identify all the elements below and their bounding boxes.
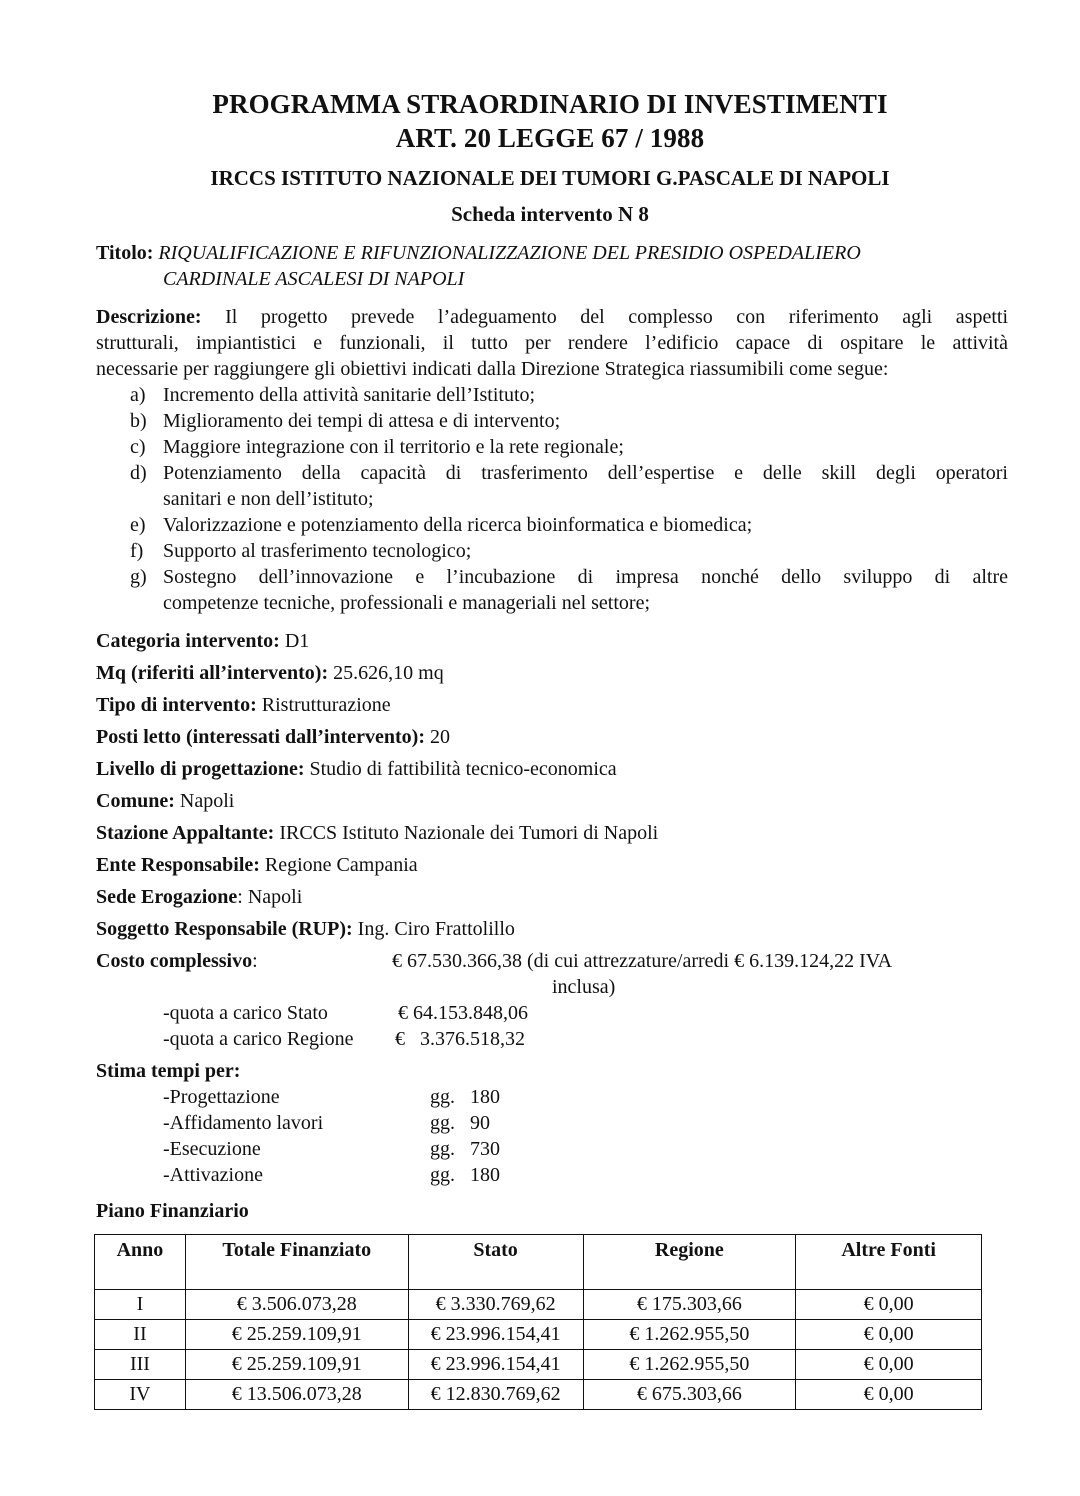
institute-name: IRCCS ISTITUTO NAZIONALE DEI TUMORI G.PASCALE DI NAPOLI <box>210 166 890 190</box>
table-row <box>95 1350 982 1380</box>
list-item: e) Valorizzazione e potenziamento della ricerca bioinformatica e biomedica; <box>130 514 753 536</box>
cell-anno: III <box>95 1350 186 1380</box>
field-comune: Comune: Napoli <box>96 790 235 812</box>
program-title: PROGRAMMA STRAORDINARIO DI INVESTIMENTI <box>212 89 888 119</box>
tempi-days: 730 <box>470 1138 500 1160</box>
field-tipo: Tipo di intervento: Ristrutturazione <box>96 694 391 716</box>
field-sede: Sede Erogazione: Napoli <box>96 886 303 908</box>
cell-anno: I <box>95 1290 186 1320</box>
field-ente: Ente Responsabile: Regione Campania <box>96 854 418 876</box>
cell-stato: € 12.830.769,62 <box>408 1380 583 1410</box>
tempi-unit: gg. <box>430 1086 455 1108</box>
piano-finanziario-table <box>94 1234 982 1410</box>
table-row <box>95 1290 982 1320</box>
tempi-days: 90 <box>470 1112 490 1134</box>
descrizione-label: Descrizione: <box>96 306 202 328</box>
cell-totale: € 25.259.109,91 <box>185 1350 408 1380</box>
tempi-unit: gg. <box>430 1138 455 1160</box>
list-item: a) Incremento della attività sanitarie dell’Istituto; <box>130 384 536 406</box>
descrizione-line1 <box>96 304 1008 330</box>
tempi-days: 180 <box>470 1086 500 1108</box>
table-row <box>95 1380 982 1410</box>
cell-regione: € 1.262.955,50 <box>583 1320 796 1350</box>
cell-regione: € 675.303,66 <box>583 1380 796 1410</box>
quota-stato-value: € 64.153.848,06 <box>398 1002 528 1024</box>
list-item: f) Supporto al trasferimento tecnologico; <box>130 540 472 562</box>
cell-altre-fonti: € 0,00 <box>796 1290 982 1320</box>
list-item-continuation: competenze tecniche, professionali e manageriali nel settore; <box>163 592 651 614</box>
titolo-label: Titolo: <box>96 242 154 264</box>
titolo-line1: RIQUALIFICAZIONE E RIFUNZIONALIZZAZIONE DEL PRESIDIO OSPEDALIERO <box>158 242 861 264</box>
tempi-phase: -Affidamento lavori <box>163 1112 324 1134</box>
costo-label: Costo complessivo: <box>96 950 258 972</box>
tempi-phase: -Esecuzione <box>163 1138 261 1160</box>
field-categoria: Categoria intervento: D1 <box>96 630 310 652</box>
titolo-line2: CARDINALE ASCALESI DI NAPOLI <box>163 268 465 290</box>
col-header-altre-fonti: Altre Fonti <box>796 1235 982 1290</box>
list-item-continuation: sanitari e non dell’istituto; <box>163 488 374 510</box>
cell-totale: € 3.506.073,28 <box>185 1290 408 1320</box>
field-rup: Soggetto Responsabile (RUP): Ing. Ciro Frattolillo <box>96 918 515 940</box>
cell-stato: € 23.996.154,41 <box>408 1350 583 1380</box>
tempi-days: 180 <box>470 1164 500 1186</box>
cell-altre-fonti: € 0,00 <box>796 1350 982 1380</box>
law-reference: ART. 20 LEGGE 67 / 1988 <box>395 123 705 153</box>
cell-altre-fonti: € 0,00 <box>796 1320 982 1350</box>
tempi-unit: gg. <box>430 1164 455 1186</box>
field-stazione: Stazione Appaltante: IRCCS Istituto Nazionale dei Tumori di Napoli <box>96 822 659 844</box>
cell-totale: € 13.506.073,28 <box>185 1380 408 1410</box>
cell-regione: € 1.262.955,50 <box>583 1350 796 1380</box>
field-livello: Livello di progettazione: Studio di fattibilità tecnico-economica <box>96 758 617 780</box>
descrizione-line3: necessarie per raggiungere gli obiettivi indicati dalla Direzione Strategica riassumibili come segue: <box>96 358 889 380</box>
col-header-stato: Stato <box>408 1235 583 1290</box>
titolo-block <box>96 240 861 266</box>
tempi-label: Stima tempi per: <box>96 1060 241 1082</box>
list-item: c) Maggiore integrazione con il territorio e la rete regionale; <box>130 436 624 458</box>
quota-stato-label: -quota a carico Stato <box>163 1002 328 1024</box>
col-header-regione: Regione <box>583 1235 796 1290</box>
table-header-row <box>95 1235 982 1290</box>
descrizione-line2: strutturali, impiantistici e funzionali, il tutto per rendere l’edificio capace di ospitare le attività <box>96 332 1008 354</box>
quota-regione-value: € 3.376.518,32 <box>395 1028 525 1050</box>
list-item: g) Sostegno dell’innovazione e l’incubazione di impresa nonché dello sviluppo di altre <box>130 566 1008 588</box>
tempi-phase: -Attivazione <box>163 1164 263 1186</box>
cell-totale: € 25.259.109,91 <box>185 1320 408 1350</box>
field-posti-letto: Posti letto (interessati dall’intervento): 20 <box>96 726 450 748</box>
field-mq: Mq (riferiti all’intervento): 25.626,10 mq <box>96 662 444 684</box>
tempi-phase: -Progettazione <box>163 1086 280 1108</box>
cell-anno: II <box>95 1320 186 1350</box>
cell-stato: € 3.330.769,62 <box>408 1290 583 1320</box>
descrizione-text-1: Il progetto prevede l’adeguamento del complesso con riferimento agli aspetti <box>225 306 1008 328</box>
costo-value-cont: inclusa) <box>552 976 616 998</box>
quota-regione-label: -quota a carico Regione <box>163 1028 354 1050</box>
list-item: d) Potenziamento della capacità di trasferimento dell’espertise e delle skill degli operatori <box>130 462 1008 484</box>
tempi-unit: gg. <box>430 1112 455 1134</box>
cell-regione: € 175.303,66 <box>583 1290 796 1320</box>
cell-altre-fonti: € 0,00 <box>796 1380 982 1410</box>
cell-stato: € 23.996.154,41 <box>408 1320 583 1350</box>
col-header-anno: Anno <box>95 1235 186 1290</box>
col-header-totale: Totale Finanziato <box>185 1235 408 1290</box>
table-row <box>95 1320 982 1350</box>
piano-title: Piano Finanziario <box>96 1200 249 1222</box>
costo-value: € 67.530.366,38 (di cui attrezzature/arredi € 6.139.124,22 IVA <box>392 950 893 972</box>
scheda-number: Scheda intervento N 8 <box>451 202 649 226</box>
cell-anno: IV <box>95 1380 186 1410</box>
list-item: b) Miglioramento dei tempi di attesa e di intervento; <box>130 410 561 432</box>
